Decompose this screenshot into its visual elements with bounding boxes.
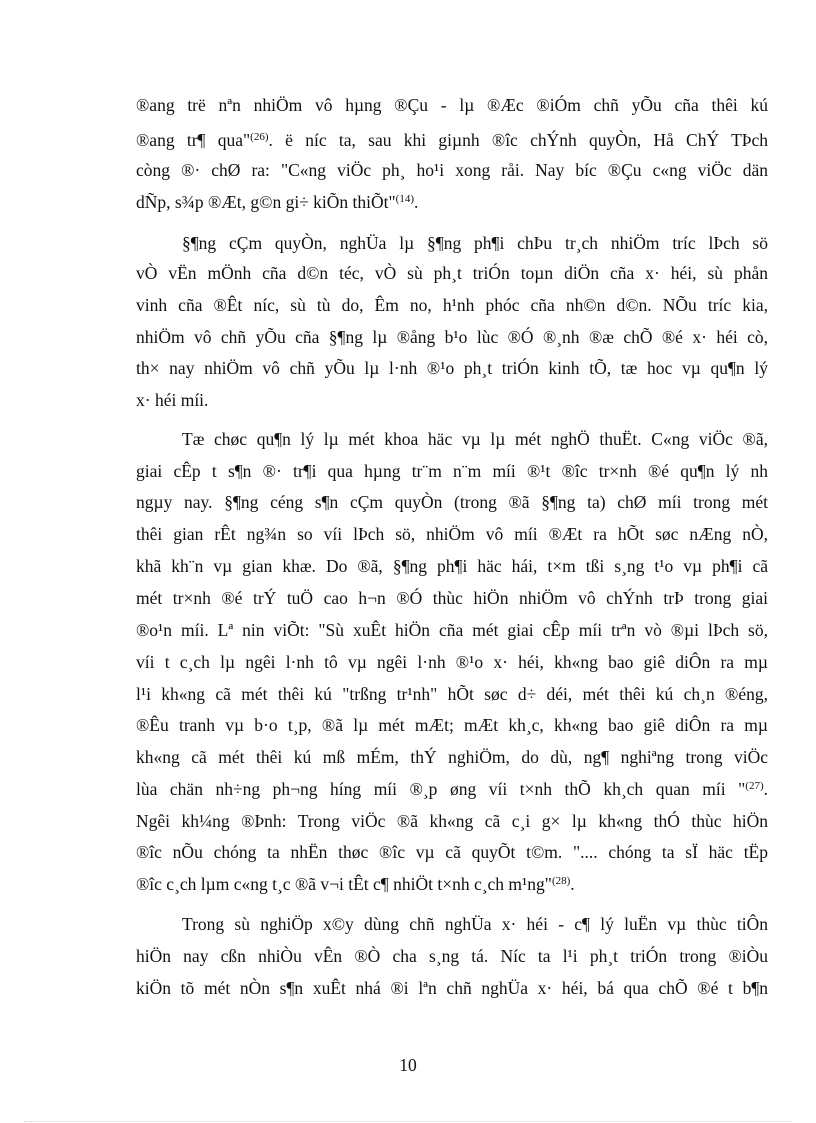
body-text-line: kh«ng cã mét thêi kú mß mÉm, thÝ nghiÖm, do dù, ng¶ nghiªng trong viÖc bbox=[136, 747, 768, 767]
footnote-ref: (28) bbox=[551, 875, 571, 887]
body-text-line: x· héi míi. bbox=[136, 390, 209, 410]
body-text-line: ngµy nay. §¶ng céng s¶n cÇm quyÒn (trong ®ã §¶ng ta) chØ míi trong mét bbox=[136, 492, 768, 512]
paragraph-first-line: Tæ chøc qu¶n lý lµ mét khoa häc vµ lµ mét nghÖ thuËt. C«ng viÖc ®ã, bbox=[182, 429, 768, 449]
paragraph-first-line: §¶ng cÇm quyÒn, nghÜa lµ §¶ng ph¶i chÞu tr¸ch nhiÖm tríc lÞch sö bbox=[182, 233, 768, 253]
body-text-line: nhiÖm vô chñ yÕu cña §¶ng lµ ®ång b¹o lùc ®Ó ®¸nh ®æ chÕ ®é x· héi cò, bbox=[136, 327, 768, 347]
body-text-line: hiÖn nay cßn nhiÒu vÊn ®Ò cha s¸ng tá. Níc ta l¹i ph¸t triÓn trong ®iÒu bbox=[136, 946, 768, 966]
body-text-line: ®îc nÕu chóng ta nhËn thøc ®îc vµ cã quyÕt t©m. ".... chóng ta sÏ häc tËp bbox=[136, 842, 768, 862]
body-text-line: lùa chän nh÷ng ph¬ng híng míi ®¸p øng víi t×nh thÕ kh¸ch quan míi "$^{(27)}$. bbox=[136, 779, 768, 799]
body-text-line: ®Êu tranh vµ b·o t¸p, ®ã lµ mét mÆt; mÆt kh¸c, kh«ng bao giê diÔn ra mµ bbox=[136, 715, 768, 735]
body-text-line: thêi gian rÊt ng¾n so víi lÞch sö, nhiÖm vô míi ®Æt ra hÕt søc nÆng nÒ, bbox=[136, 524, 768, 544]
body-text-line: vinh cña ®Êt níc, sù tù do, Êm no, h¹nh phóc cña nh©n d©n. NÕu tríc kia, bbox=[136, 295, 768, 315]
body-text-line: vÒ vËn mÖnh cña d©n téc, vÒ sù ph¸t triÓn toµn diÖn cña x· héi, sù phån bbox=[136, 263, 768, 283]
body-text-line: mét tr×nh ®é trÝ tuÖ cao h¬n ®Ó thùc hiÖn nhiÖm vô chÝnh trÞ trong giai bbox=[136, 588, 768, 608]
page-bottom-divider bbox=[24, 1121, 792, 1122]
body-text-line: Ngêi kh¼ng ®Þnh: Trong viÖc ®ã kh«ng cã c¸i g× lµ kh«ng thÓ thùc hiÖn bbox=[136, 811, 768, 831]
footnote-ref: (14) bbox=[395, 193, 414, 205]
body-text-line: ®ang trë nªn nhiÖm vô hµng ®Çu - lµ ®Æc ®iÓm chñ yÕu cña thêi kú bbox=[136, 95, 768, 115]
paragraph-first-line: Trong sù nghiÖp x©y dùng chñ nghÜa x· héi - c¶ lý luËn vµ thùc tiÔn bbox=[182, 914, 768, 934]
body-text-line: l¹i kh«ng cã mét thêi kú "trßng tr¹nh" hÕt søc d÷ déi, mét thêi kú ch¸n ®éng, bbox=[136, 684, 768, 704]
footnote-ref: (26) bbox=[250, 131, 269, 143]
body-text-line: giai cÊp t s¶n ®· tr¶i qua hµng tr¨m n¨m míi ®¹t ®îc tr×nh ®é qu¶n lý nh bbox=[136, 461, 768, 481]
body-text-line: víi t c¸ch lµ ngêi l·nh tô vµ ngêi l·nh ®¹o x· héi, kh«ng bao giê diÔn ra mµ bbox=[136, 652, 768, 672]
page-number: 10 bbox=[399, 1055, 417, 1075]
body-text-line: ®îc c¸ch lµm c«ng t¸c ®ã v¬i tÊt c¶ nhiÖt t×nh c¸ch m¹ng"$^{(28)}$. bbox=[136, 874, 575, 894]
body-text-line: kiÖn tõ mét nÒn s¶n xuÊt nhá ®i lªn chñ nghÜa x· héi, bá qua chÕ ®é t b¶n bbox=[136, 978, 768, 998]
body-text-line: ®ang tr¶ qua"$^{(26)}$. ë níc ta, sau khi giµnh ®îc chÝnh quyÒn, Hå ChÝ TÞch bbox=[136, 130, 769, 150]
body-text-line: khã kh¨n vµ gian khæ. Do ®ã, §¶ng ph¶i häc hái, t×m tßi s¸ng t¹o vµ ph¶i cã bbox=[136, 556, 768, 576]
body-text-line: dÑp, s¾p ®Æt, g©n gi÷ kiÕn thiÕt"$^{(14)}$. bbox=[136, 192, 419, 212]
body-text-line: ®o¹n míi. Lª nin viÕt: "Sù xuÊt hiÖn cña mét giai cÊp míi trªn vò ®µi lÞch sö, bbox=[136, 620, 768, 640]
body-text-line: còng ®· chØ ra: "C«ng viÖc ph¸ ho¹i xong råi. Nay bíc ®Çu c«ng viÖc dän bbox=[136, 160, 768, 180]
body-text-line: th× nay nhiÖm vô chñ yÕu lµ l·nh ®¹o ph¸t triÓn kinh tÕ, tæ hoc vµ qu¶n lý bbox=[136, 358, 768, 378]
footnote-ref: (27) bbox=[745, 780, 764, 792]
